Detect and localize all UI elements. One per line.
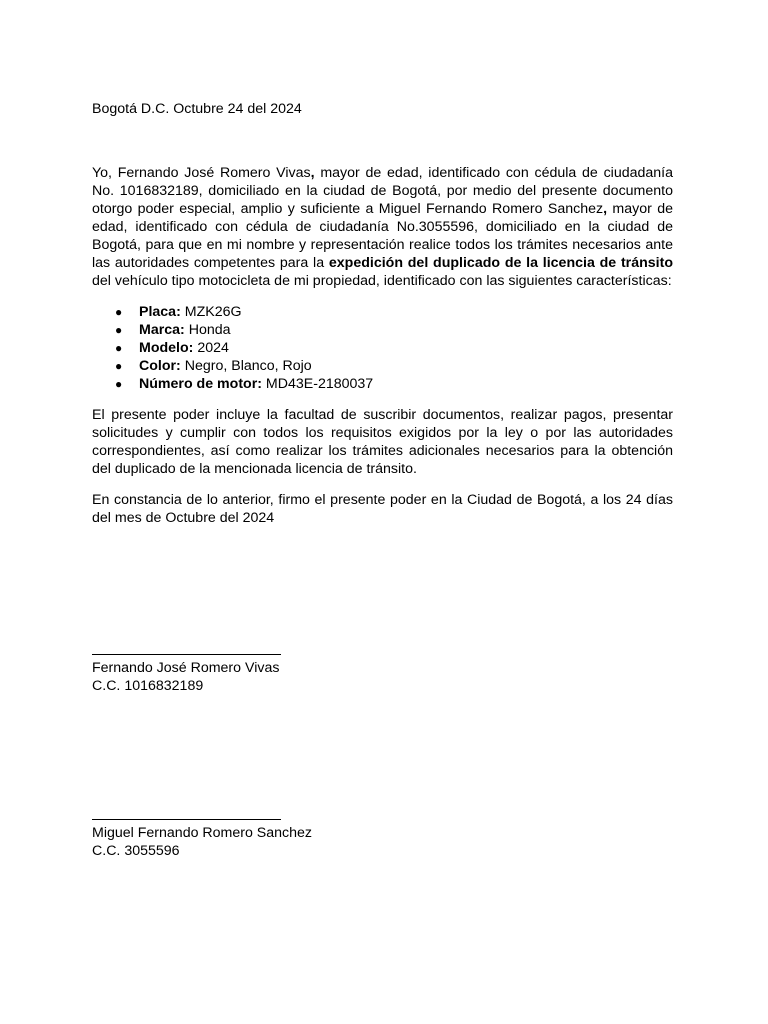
signer-name: Miguel Fernando Romero Sanchez: [92, 825, 313, 841]
characteristic-label: Modelo:: [139, 340, 194, 356]
intro-emphasis: expedición del duplicado de la licencia de tránsito: [328, 255, 673, 271]
signature-line: [92, 654, 281, 655]
characteristics-list: [92, 303, 373, 393]
list-item: [92, 303, 373, 321]
bullet-icon: ●: [115, 359, 123, 373]
characteristic-value: 2024: [193, 340, 229, 356]
date-line: Bogotá D.C. Octubre 24 del 2024: [92, 101, 302, 117]
signer-id: C.C. 1016832189: [92, 678, 204, 694]
intro-text-4: del vehículo tipo motocicleta de mi propiedad, identificado con las siguientes características:: [92, 273, 672, 289]
characteristic-label: Número de motor:: [139, 376, 262, 392]
characteristic-value: MZK26G: [180, 304, 242, 320]
characteristic-label: Marca:: [139, 322, 185, 338]
closing-paragraph: En constancia de lo anterior, firmo el presente poder en la Ciudad de Bogotá, a los 24 días del mes de Octubre del 2024: [92, 492, 673, 526]
intro-comma-1: ,: [310, 165, 315, 181]
bullet-icon: ●: [115, 323, 123, 337]
characteristic-label: Placa:: [139, 304, 181, 320]
characteristic-value: MD43E-2180037: [261, 376, 374, 392]
list-item: [92, 357, 373, 375]
intro-paragraph: [92, 164, 673, 290]
signer-id: C.C. 3055596: [92, 843, 180, 859]
characteristic-label: Color:: [139, 358, 181, 374]
signature-block-grantor: [92, 654, 281, 695]
bullet-icon: ●: [115, 377, 123, 391]
faculties-paragraph: El presente poder incluye la facultad de suscribir documentos, realizar pagos, presentar solicitudes y cumplir con todos los requisitos exigidos por la ley o por las autoridades correspondientes, así como realizar los trámites adicionales necesarios para la obtención del duplicado de la mencionada licencia de tránsito.: [92, 407, 673, 477]
list-item: [92, 339, 373, 357]
list-item: [92, 321, 373, 339]
list-item: [92, 375, 373, 393]
bullet-icon: ●: [115, 305, 123, 319]
intro-text-3: mayor de edad, identificado con cédula de ciudadanía No.3055596, domiciliado en la ciudad de Bogotá, para que en mi nombre y representación realice todos los trámites necesarios ante las autoridades competentes para la: [92, 201, 673, 271]
bullet-icon: ●: [115, 341, 123, 355]
intro-comma-2: ,: [603, 201, 608, 217]
signature-line: [92, 819, 281, 820]
intro-text-1: Yo, Fernando José Romero Vivas: [92, 165, 311, 181]
characteristic-value: Honda: [184, 322, 231, 338]
characteristic-value: Negro, Blanco, Rojo: [180, 358, 312, 374]
signature-block-attorney: [92, 819, 312, 860]
signer-name: Fernando José Romero Vivas: [92, 660, 280, 676]
intro-text-2: mayor de edad, identificado con cédula de ciudadanía No. 1016832189, domiciliado en la ciudad de Bogotá, por medio del presente documento otorgo poder especial, amplio y suficiente a Miguel Fernando Romero Sanchez: [92, 165, 673, 217]
